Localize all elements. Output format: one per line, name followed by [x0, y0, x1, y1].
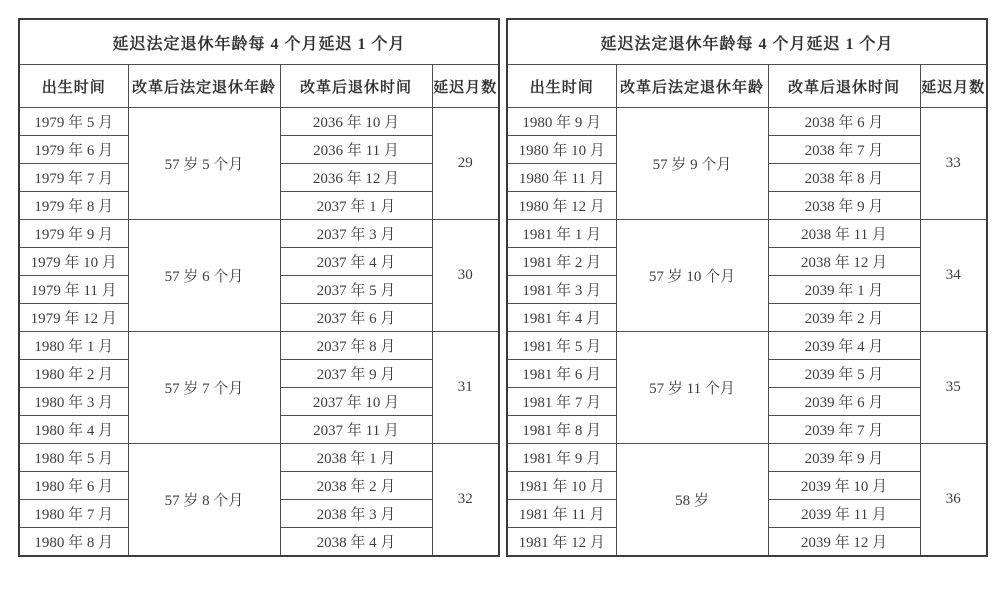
retire-time-cell: 2039 年 11 月 [768, 500, 920, 528]
column-header-row [507, 65, 987, 108]
retirement-age-cell: 57 岁 6 个月 [128, 220, 280, 332]
retire-time-cell: 2037 年 1 月 [280, 192, 432, 220]
birth-month-cell: 1979 年 11 月 [19, 276, 128, 304]
birth-month-cell: 1979 年 9 月 [19, 220, 128, 248]
birth-month-cell: 1981 年 1 月 [507, 220, 616, 248]
birth-month-cell: 1980 年 12 月 [507, 192, 616, 220]
delay-months-cell: 30 [432, 220, 499, 332]
retirement-age-cell: 58 岁 [616, 444, 768, 557]
delay-months-cell: 33 [920, 108, 987, 220]
retire-time-cell: 2038 年 12 月 [768, 248, 920, 276]
retire-time-cell: 2036 年 11 月 [280, 136, 432, 164]
birth-month-cell: 1980 年 10 月 [507, 136, 616, 164]
birth-month-cell: 1981 年 10 月 [507, 472, 616, 500]
retire-time-cell: 2037 年 6 月 [280, 304, 432, 332]
table-title-row [507, 19, 987, 65]
retirement-age-cell: 57 岁 10 个月 [616, 220, 768, 332]
birth-month-cell: 1979 年 8 月 [19, 192, 128, 220]
column-header-1: 改革后法定退休年龄 [616, 65, 768, 108]
table-row [19, 220, 499, 248]
retire-time-cell: 2037 年 10 月 [280, 388, 432, 416]
birth-month-cell: 1981 年 7 月 [507, 388, 616, 416]
birth-month-cell: 1979 年 12 月 [19, 304, 128, 332]
column-header-2: 改革后退休时间 [280, 65, 432, 108]
table-row [19, 444, 499, 472]
birth-month-cell: 1980 年 9 月 [507, 108, 616, 136]
retire-time-cell: 2037 年 9 月 [280, 360, 432, 388]
retire-time-cell: 2037 年 11 月 [280, 416, 432, 444]
birth-month-cell: 1981 年 9 月 [507, 444, 616, 472]
column-header-3: 延迟月数 [920, 65, 987, 108]
birth-month-cell: 1981 年 11 月 [507, 500, 616, 528]
retire-time-cell: 2037 年 4 月 [280, 248, 432, 276]
retirement-age-cell: 57 岁 9 个月 [616, 108, 768, 220]
birth-month-cell: 1980 年 2 月 [19, 360, 128, 388]
retire-time-cell: 2038 年 7 月 [768, 136, 920, 164]
retire-time-cell: 2039 年 12 月 [768, 528, 920, 557]
birth-month-cell: 1979 年 5 月 [19, 108, 128, 136]
table-title-row [19, 19, 499, 65]
retire-time-cell: 2038 年 4 月 [280, 528, 432, 557]
birth-month-cell: 1980 年 11 月 [507, 164, 616, 192]
birth-month-cell: 1980 年 4 月 [19, 416, 128, 444]
retire-time-cell: 2038 年 9 月 [768, 192, 920, 220]
retire-time-cell: 2038 年 8 月 [768, 164, 920, 192]
table-row [507, 108, 987, 136]
birth-month-cell: 1981 年 2 月 [507, 248, 616, 276]
birth-month-cell: 1979 年 6 月 [19, 136, 128, 164]
table-row [507, 332, 987, 360]
table-row [19, 332, 499, 360]
retire-time-cell: 2037 年 8 月 [280, 332, 432, 360]
birth-month-cell: 1981 年 6 月 [507, 360, 616, 388]
delay-months-cell: 35 [920, 332, 987, 444]
retire-time-cell: 2037 年 3 月 [280, 220, 432, 248]
retirement-table-right [506, 18, 988, 557]
column-header-0: 出生时间 [507, 65, 616, 108]
retirement-age-cell: 57 岁 5 个月 [128, 108, 280, 220]
column-header-row [19, 65, 499, 108]
retirement-tables-container [18, 18, 988, 557]
delay-months-cell: 32 [432, 444, 499, 557]
table-title: 延迟法定退休年龄每 4 个月延迟 1 个月 [19, 19, 499, 65]
table-row [19, 108, 499, 136]
delay-months-cell: 36 [920, 444, 987, 557]
retire-time-cell: 2037 年 5 月 [280, 276, 432, 304]
retire-time-cell: 2038 年 2 月 [280, 472, 432, 500]
retire-time-cell: 2039 年 4 月 [768, 332, 920, 360]
table-row [507, 444, 987, 472]
birth-month-cell: 1979 年 7 月 [19, 164, 128, 192]
retirement-age-cell: 57 岁 7 个月 [128, 332, 280, 444]
retirement-table-left [18, 18, 500, 557]
retire-time-cell: 2036 年 12 月 [280, 164, 432, 192]
retire-time-cell: 2038 年 3 月 [280, 500, 432, 528]
birth-month-cell: 1981 年 3 月 [507, 276, 616, 304]
retire-time-cell: 2039 年 1 月 [768, 276, 920, 304]
birth-month-cell: 1979 年 10 月 [19, 248, 128, 276]
retire-time-cell: 2038 年 1 月 [280, 444, 432, 472]
birth-month-cell: 1980 年 8 月 [19, 528, 128, 557]
birth-month-cell: 1980 年 3 月 [19, 388, 128, 416]
birth-month-cell: 1980 年 1 月 [19, 332, 128, 360]
retirement-age-cell: 57 岁 11 个月 [616, 332, 768, 444]
birth-month-cell: 1980 年 5 月 [19, 444, 128, 472]
retire-time-cell: 2039 年 2 月 [768, 304, 920, 332]
retire-time-cell: 2036 年 10 月 [280, 108, 432, 136]
birth-month-cell: 1981 年 5 月 [507, 332, 616, 360]
delay-months-cell: 31 [432, 332, 499, 444]
column-header-2: 改革后退休时间 [768, 65, 920, 108]
column-header-1: 改革后法定退休年龄 [128, 65, 280, 108]
delay-months-cell: 34 [920, 220, 987, 332]
delay-months-cell: 29 [432, 108, 499, 220]
table-row [507, 220, 987, 248]
table-title: 延迟法定退休年龄每 4 个月延迟 1 个月 [507, 19, 987, 65]
column-header-3: 延迟月数 [432, 65, 499, 108]
birth-month-cell: 1981 年 12 月 [507, 528, 616, 557]
birth-month-cell: 1981 年 8 月 [507, 416, 616, 444]
column-header-0: 出生时间 [19, 65, 128, 108]
retire-time-cell: 2039 年 10 月 [768, 472, 920, 500]
retire-time-cell: 2039 年 9 月 [768, 444, 920, 472]
retire-time-cell: 2039 年 6 月 [768, 388, 920, 416]
retire-time-cell: 2038 年 11 月 [768, 220, 920, 248]
retire-time-cell: 2039 年 5 月 [768, 360, 920, 388]
birth-month-cell: 1980 年 7 月 [19, 500, 128, 528]
birth-month-cell: 1980 年 6 月 [19, 472, 128, 500]
retire-time-cell: 2039 年 7 月 [768, 416, 920, 444]
retire-time-cell: 2038 年 6 月 [768, 108, 920, 136]
retirement-age-cell: 57 岁 8 个月 [128, 444, 280, 557]
birth-month-cell: 1981 年 4 月 [507, 304, 616, 332]
